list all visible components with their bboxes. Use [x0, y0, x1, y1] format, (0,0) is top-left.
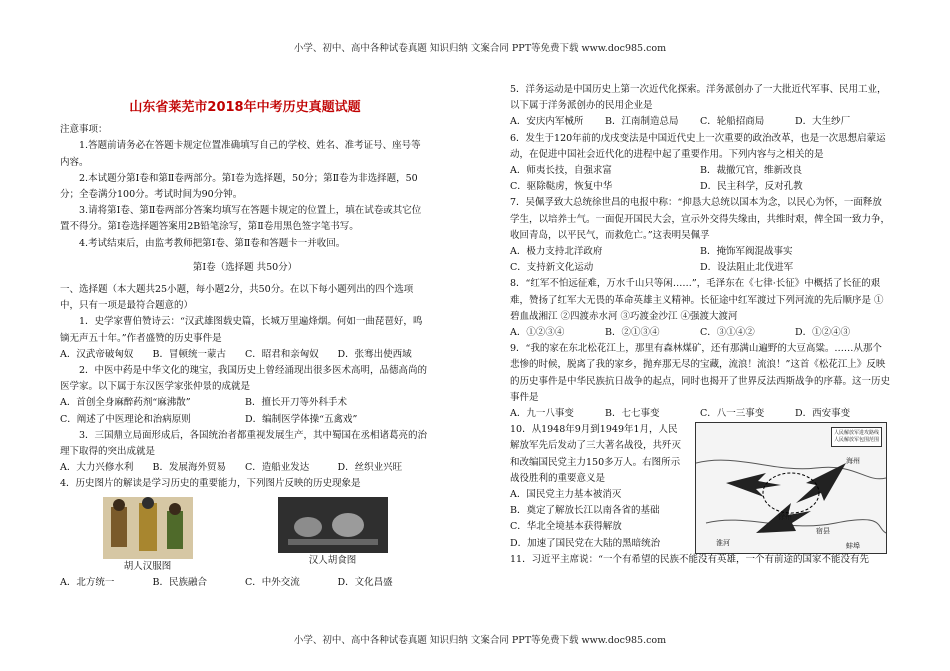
q1-options	[60, 347, 430, 363]
han-people-hu-food-image	[278, 497, 388, 553]
q1-stem: 1．史学家曹伯赞诗云：“汉武雄图载史篇，长城万里遍烽烟。何如一曲琵琶好，鸣镝无声五十年。”作者盛赞的历史事件是	[60, 316, 423, 344]
map-label-huaihe: 淮河	[716, 539, 730, 548]
q7-option-d: D．设法阻止北伐进军	[700, 262, 794, 274]
q5-option-a: A．安庆内军械所	[510, 116, 584, 128]
q4-figure-2-caption: 汉人胡食图	[308, 554, 357, 566]
battle-map	[695, 422, 887, 554]
q3-stem: 3．三国鼎立局面形成后，各国统治者都重视发展生产，其中蜀国在丞相诸葛亮的治理下取得的突出成就是	[60, 429, 428, 458]
q10-option-b: B．奠定了解放长江以南各省的基础	[510, 505, 660, 517]
q1-option-d: D．张骞出使西域	[337, 348, 412, 360]
q3-option-c: C．造船业发达	[245, 462, 310, 474]
exam-page	[60, 28, 900, 653]
note-3: 3.请将第Ⅰ卷、第Ⅱ卷两部分答案均填写在答题卡规定的位置上，填在试卷或其它位置不得分。第Ⅰ卷选择题答案用2B铅笔涂写，第Ⅱ卷用黑色签字笔书写。	[60, 205, 422, 233]
q9-stem: 9．“我的家在东北松花江上，那里有森林煤矿，还有那满山遍野的大豆高粱。……从那个悲惨的时候，脱离了我的家乡，抛弃那无尽的宝藏，流浪！流浪！”这首《松花江上》反映的历史事件是中华民族抗日战争的起点，同时也揭开了世界反法西斯战争的序幕。这一历史事件是	[510, 343, 891, 403]
q5-option-b: B．江南制造总局	[605, 116, 679, 128]
map-label-bengbu: 蚌埠	[846, 542, 860, 551]
q4-figure-2	[278, 497, 388, 575]
q1-option-c: C．昭君和亲匈奴	[245, 348, 319, 360]
q4-figure-1	[103, 497, 193, 575]
map-label-haizhou: 海州	[846, 457, 860, 466]
q9-option-c: C．八一三事变	[700, 408, 765, 420]
q10-option-a: A．国民党主力基本被消灭	[510, 489, 622, 501]
map-legend-encircle: 人民解放军包围范围	[833, 437, 879, 444]
page-footer: 小学、初中、高中各种试卷真题 知识归纳 文案合同 PPT等免费下载 www.doc985.com	[293, 635, 667, 646]
section-heading: 第Ⅰ卷（选择题 共50分）	[192, 261, 298, 273]
note-4: 4.考试结束后，由监考教师把第Ⅰ卷、第Ⅱ卷和答题卡一并收回。	[79, 237, 346, 249]
hu-people-han-clothing-image	[103, 497, 193, 559]
q2-option-a: A．首创全身麻醉药剂“麻沸散”	[60, 397, 191, 409]
q2-option-c: C．阐述了中医理论和治病原则	[60, 413, 191, 425]
right-column	[510, 82, 890, 568]
q6-option-b: B．裁撤冗官，维新改良	[700, 165, 802, 177]
notes-label: 注意事项：	[60, 124, 108, 136]
q10-stem: 10．从1948年9月到1949年1月，人民解放军先后发动了三大著名战役，共歼灭和改编国民党主力150多万人。右图所示战役胜利的重要意义是	[510, 424, 682, 484]
q9-option-b: B．七七事变	[605, 408, 660, 420]
q1-option-b: B．冒顿统一蒙古	[152, 348, 226, 360]
q7-stem: 7．吴佩孚致大总统徐世昌的电报中称：“抑恳大总统以国本为念，以民心为怀，一面释放学生，以培养士气。一面促开国民大会，宣示外交得失缘由，共维时艰，俾全国一致力争，收回青岛，以平民气，而救危亡。”这表明吴佩孚	[510, 197, 891, 241]
q4-option-c: C．中外交流	[245, 576, 300, 588]
q8-option-d: D．①②④③	[795, 327, 851, 339]
page-header: 小学、初中、高中各种试卷真题 知识归纳 文案合同 PPT等免费下载 www.doc985.com	[293, 43, 667, 54]
q5-option-c: C．轮船招商局	[700, 116, 765, 128]
q1-option-a: A．汉武帝破匈奴	[60, 348, 134, 360]
q4-option-d: D．文化昌盛	[337, 576, 393, 588]
q4-option-a: A．北方统一	[60, 576, 115, 588]
q8-option-b: B．②①③④	[605, 327, 660, 339]
q9-option-d: D．西安事变	[795, 408, 851, 420]
q4-options	[60, 575, 430, 591]
q2-options	[60, 395, 430, 427]
q8-options	[510, 325, 890, 341]
q7-option-b: B．掩饰军阀混战事实	[700, 246, 793, 258]
q2-stem: 2．中医中药是中华文化的瑰宝，我国历史上曾经涌现出很多医术高明，品德高尚的医学家。以下属于东汉医学家张仲景的成就是	[60, 365, 428, 393]
q5-options	[510, 114, 890, 130]
map-label-suxian: 宿县	[816, 527, 830, 536]
q6-options	[510, 163, 890, 195]
q2-option-b: B．擅长开刀等外科手术	[245, 397, 347, 409]
q3-option-b: B．发展海外贸易	[152, 462, 226, 474]
exam-title: 山东省莱芜市2018年中考历史真题试题	[129, 100, 361, 115]
q7-option-c: C．支持新文化运动	[510, 262, 594, 274]
map-legend-attack: 人民解放军进攻路线	[833, 430, 879, 437]
note-2: 2.本试题分第Ⅰ卷和第Ⅱ卷两部分。第Ⅰ卷为选择题，50分；第Ⅱ卷为非选择题，50分；全卷满分100分。考试时间为90分钟。	[60, 172, 418, 201]
q3-option-a: A．大力兴修水利	[60, 462, 134, 474]
q6-option-c: C．驱除鞑虏，恢复中华	[510, 181, 613, 193]
q5-stem: 5．洋务运动是中国历史上第一次近代化探索。洋务派创办了一大批近代军事、民用工业，以下属于洋务派创办的民用企业是	[510, 84, 887, 112]
q3-option-d: D．丝织业兴旺	[337, 462, 403, 474]
q6-option-d: D．民主科学，反对孔教	[700, 181, 803, 193]
q10-text	[510, 422, 685, 552]
q8-stem: 8．“红军不怕远征难，万水千山只等闲……”，毛泽东在《七律·长征》中概括了长征的艰难，赞扬了红军大无畏的革命英雄主义精神。长征途中红军渡过下列河流的先后顺序是 ①碧血战湘江 ②四渡赤水河 ③巧渡金沙江 ④强渡大渡河	[510, 278, 884, 322]
note-1: 1.答题前请务必在答题卡规定位置准确填写自己的学校、姓名、准考证号、座号等内容。	[60, 140, 421, 168]
q8-option-a: A．①②③④	[510, 327, 565, 339]
map-legend	[831, 427, 882, 447]
q8-option-c: C．③①④②	[700, 327, 755, 339]
q6-option-a: A．师夷长技，自强求富	[510, 165, 612, 177]
instructions: 一、选择题（本大题共25小题，每小题2分，共50分。在以下每小题列出的四个选项中，只有一项是最符合题意的）	[60, 284, 414, 312]
q10-block	[510, 422, 890, 552]
q4-figures	[60, 497, 430, 575]
q10-option-c: C．华北全境基本获得解放	[510, 521, 622, 533]
q7-option-a: A．极力支持北洋政府	[510, 246, 603, 258]
q5-option-d: D．大生纱厂	[795, 116, 851, 128]
q3-options	[60, 460, 430, 476]
q4-stem: 4．历史图片的解读是学习历史的重要能力，下列图片反映的历史现象是	[60, 478, 361, 490]
left-column	[60, 90, 430, 591]
q10-option-d: D．加速了国民党在大陆的黑暗统治	[510, 537, 661, 549]
q6-stem: 6．发生于120年前的戊戌变法是中国近代史上一次重要的政治改革，也是一次思想启蒙运动，在促进中国社会近代化的进程中起了重要作用。下列内容与之相关的是	[510, 132, 886, 160]
q4-figure-1-caption: 胡人汉服图	[123, 560, 172, 572]
q9-option-a: A．九一八事变	[510, 408, 574, 420]
q7-options	[510, 244, 890, 276]
q4-option-b: B．民族融合	[152, 576, 207, 588]
map-label-xuzhou: 徐州	[778, 513, 792, 522]
q2-option-d: D．编制医学体操“五禽戏”	[245, 413, 358, 425]
q9-options	[510, 406, 890, 422]
q11-stem: 11．习近平主席说：“一个有希望的民族不能没有英雄，一个有前途的国家不能没有先	[510, 553, 869, 565]
